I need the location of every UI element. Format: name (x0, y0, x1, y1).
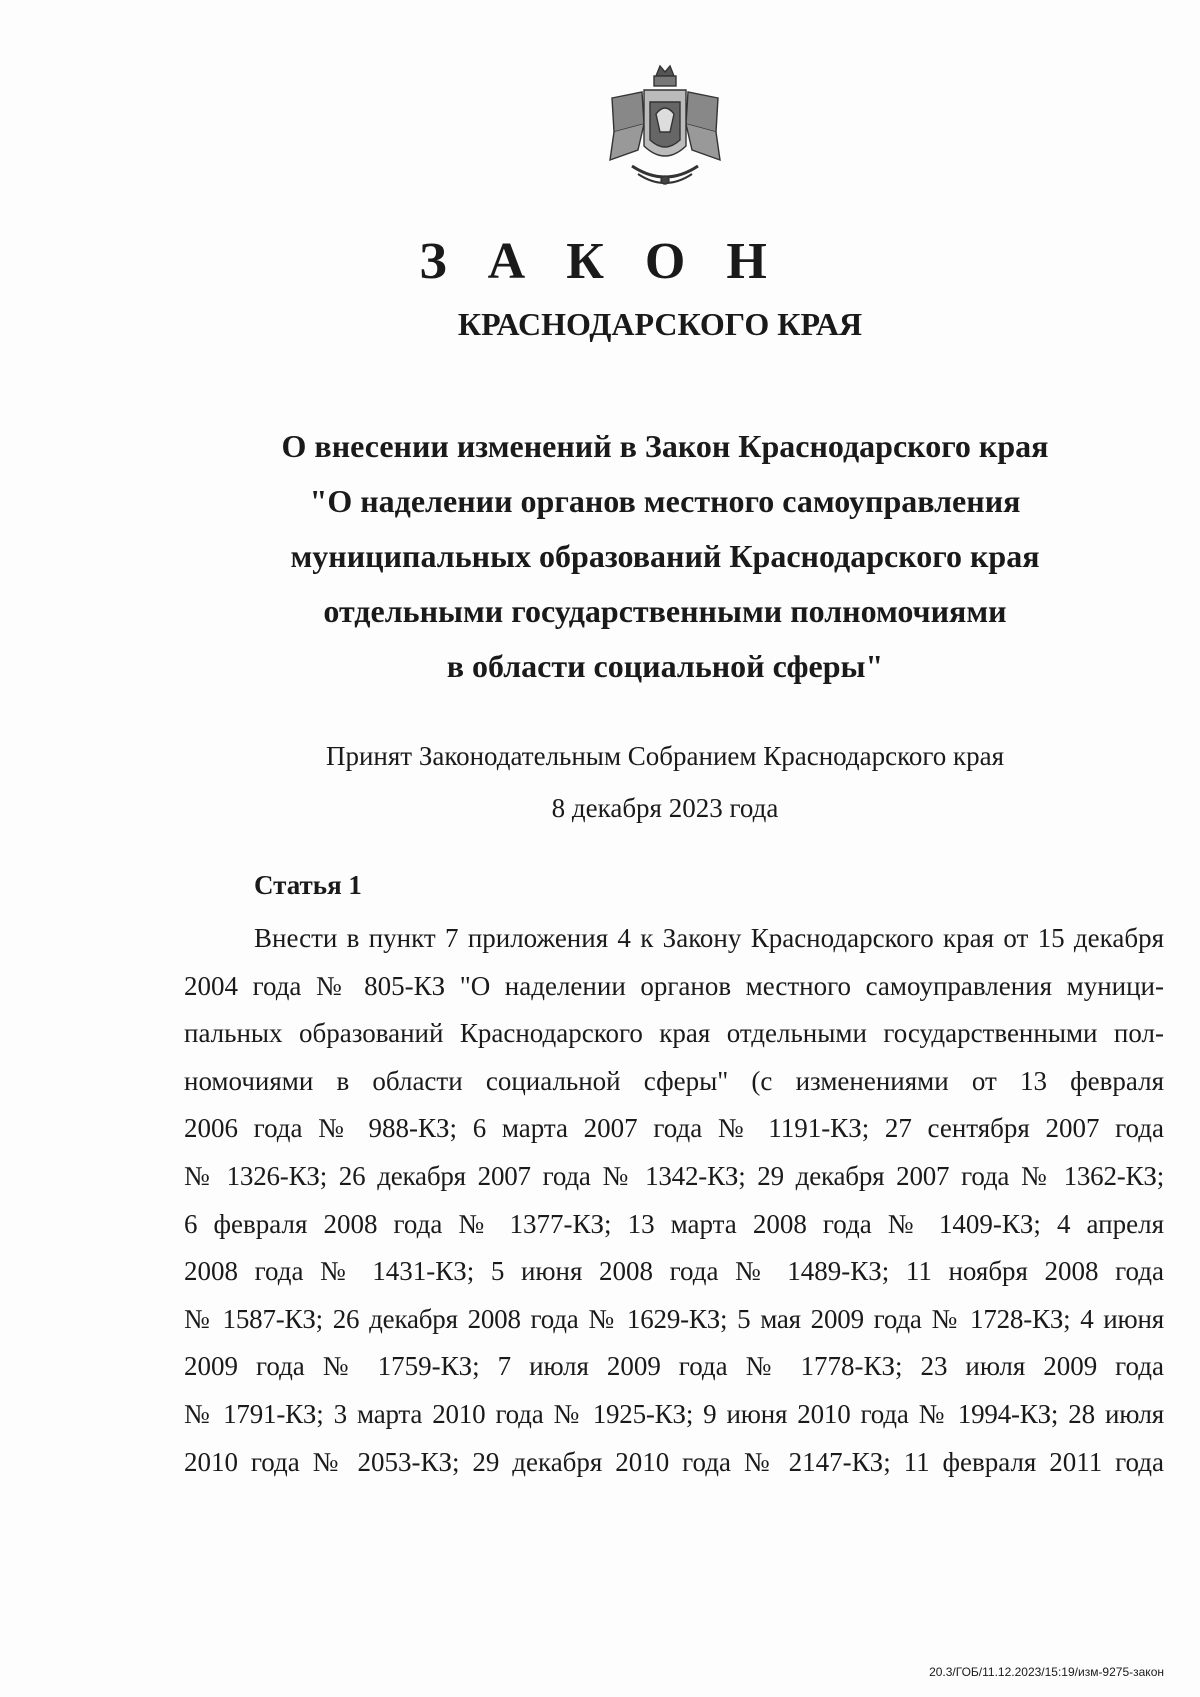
footer-code: 20.3/ГОБ/11.12.2023/15:19/изм-9275-закон (929, 1665, 1164, 1679)
body-line: № 1791-КЗ; 3 марта 2010 года № 1925-КЗ; 9 июня 2010 года № 1994-КЗ; 28 июля (184, 1398, 1164, 1429)
krasnodar-coat-of-arms-icon (604, 62, 726, 194)
body-line: 2004 года № 805-КЗ "О наделении органов местного самоуправления муници- (184, 970, 1164, 1001)
heading-line: отдельными государственными полномочиями (323, 593, 1007, 629)
document-subtitle: КРАСНОДАРСКОГО КРАЯ (457, 306, 863, 342)
article-body (184, 915, 1164, 1486)
body-line: 2006 года № 988-КЗ; 6 марта 2007 года № 1191-КЗ; 27 сентября 2007 года (184, 1113, 1164, 1144)
body-line: пальных образований Краснодарского края отдельными государственными пол- (184, 1018, 1164, 1049)
adoption-body: Принят Законодательным Собранием Краснодарского края (325, 741, 1005, 771)
heading-line: в области социальной сферы" (446, 648, 884, 684)
heading-line: О внесении изменений в Закон Краснодарского края (281, 428, 1049, 464)
document-title: З А К О Н (419, 233, 781, 290)
heading-line: муниципальных образований Краснодарского края (290, 538, 1040, 574)
body-line: 2008 года № 1431-КЗ; 5 июня 2008 года № 1489-КЗ; 11 ноября 2008 года (184, 1256, 1164, 1287)
body-line: 6 февраля 2008 года № 1377-КЗ; 13 марта 2008 года № 1409-КЗ; 4 апреля (184, 1208, 1164, 1239)
article-label: Статья 1 (254, 870, 362, 900)
body-line: 2010 года № 2053-КЗ; 29 декабря 2010 года № 2147-КЗ; 11 февраля 2011 года (184, 1446, 1164, 1477)
body-line: 2009 года № 1759-КЗ; 7 июля 2009 года № 1778-КЗ; 23 июля 2009 года (184, 1351, 1164, 1382)
body-line: № 1326-КЗ; 26 декабря 2007 года № 1342-КЗ; 29 декабря 2007 года № 1362-КЗ; (184, 1160, 1164, 1191)
heading-line: "О наделении органов местного самоуправления (309, 483, 1021, 519)
body-line: № 1587-КЗ; 26 декабря 2008 года № 1629-КЗ; 5 мая 2009 года № 1728-КЗ; 4 июня (184, 1303, 1164, 1334)
body-line: номочиями в области социальной сферы" (с изменениями от 13 февраля (184, 1065, 1164, 1096)
body-line: Внести в пункт 7 приложения 4 к Закону Краснодарского края от 15 декабря (254, 923, 1164, 953)
law-heading (230, 419, 1100, 694)
adoption-note (230, 730, 1100, 834)
adoption-date: 8 декабря 2023 года (551, 793, 779, 823)
